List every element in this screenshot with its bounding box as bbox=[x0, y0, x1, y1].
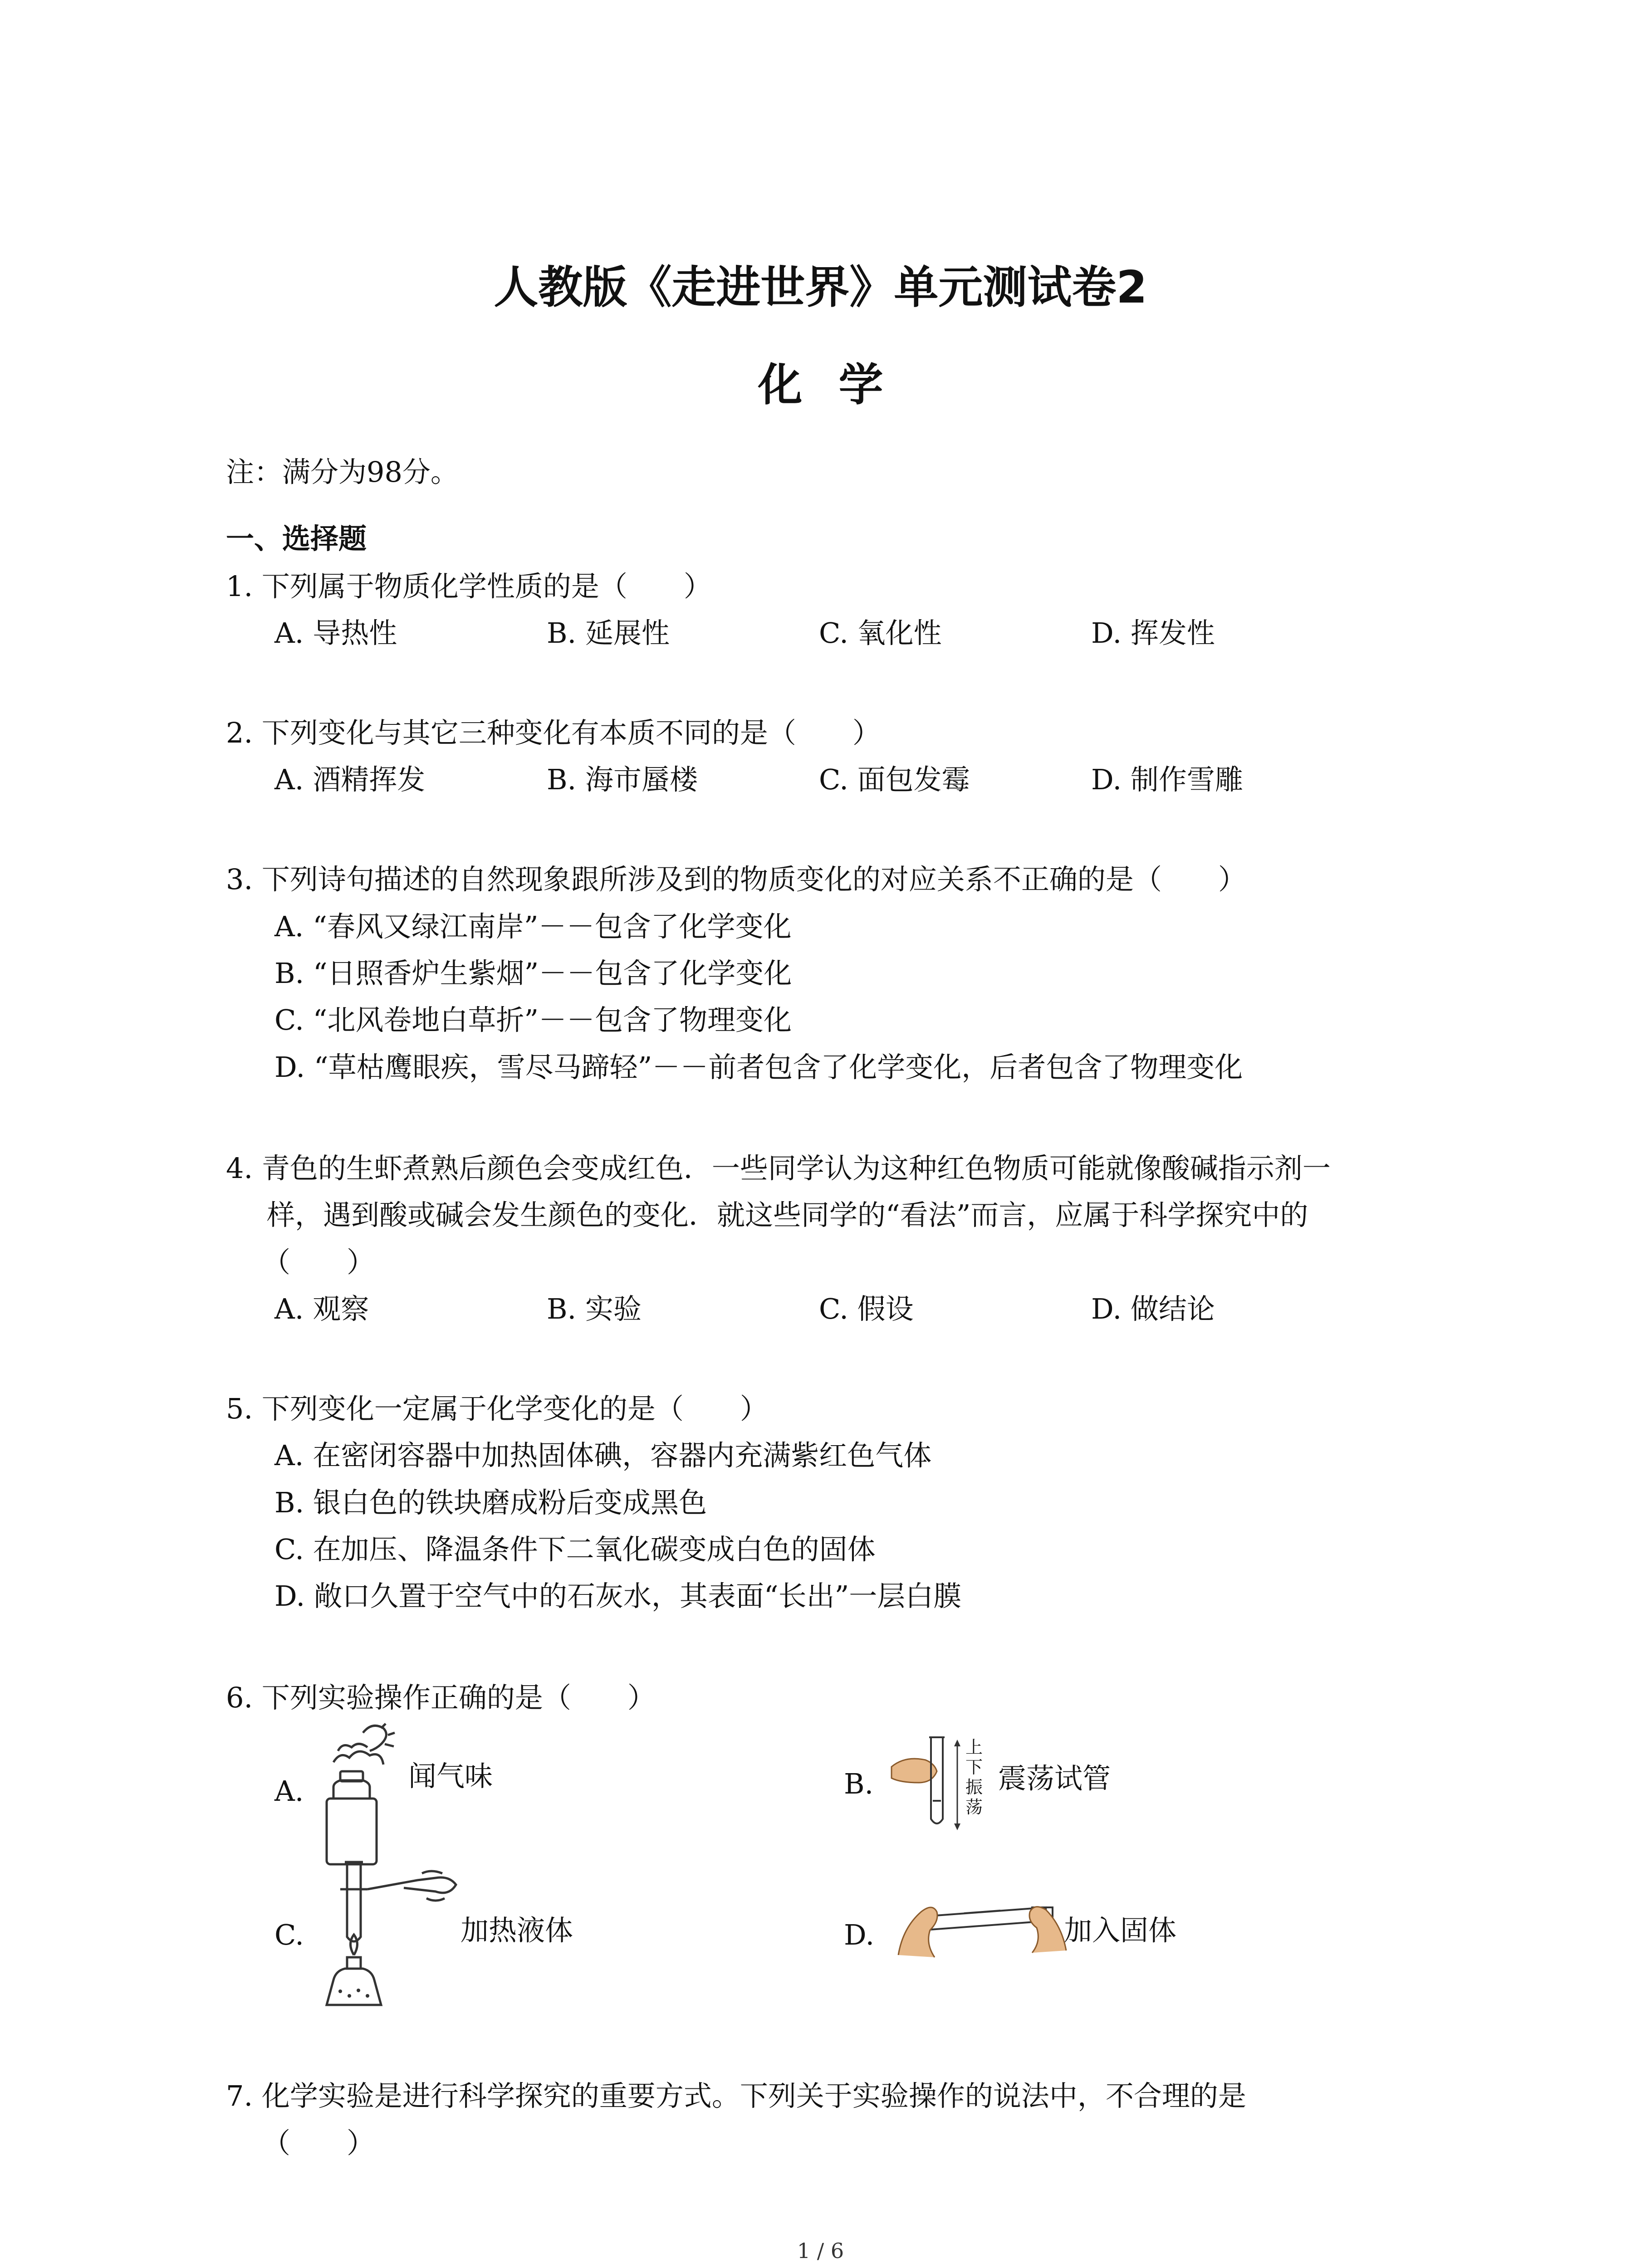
question-5-option-b: B. 银白色的铁块磨成粉后变成黑色 bbox=[274, 1486, 707, 1519]
question-2-option-c: C. 面包发霉 bbox=[819, 763, 970, 796]
question-4-option-b: B. 实验 bbox=[547, 1292, 642, 1325]
question-4-stem-line-1: 4. 青色的生虾煮熟后颜色会变成红色．一些同学认为这种红色物质可能就像酸碱指示剂一 bbox=[226, 1152, 1331, 1185]
question-6-stem: 6. 下列实验操作正确的是（ ） bbox=[226, 1681, 656, 1714]
question-3-option-c: C. “北风卷地白草折”－－包含了物理变化 bbox=[274, 1003, 792, 1036]
question-6-option-a-label: 闻气味 bbox=[408, 1760, 493, 1793]
question-1-stem: 1. 下列属于物质化学性质的是（ ） bbox=[226, 570, 712, 603]
question-5-stem: 5. 下列变化一定属于化学变化的是（ ） bbox=[226, 1392, 768, 1425]
question-1-option-c: C. 氧化性 bbox=[819, 616, 942, 650]
question-6-option-a-letter: A. bbox=[274, 1774, 304, 1808]
question-6-option-d-letter: D. bbox=[844, 1918, 875, 1951]
section-title: 一、选择题 bbox=[226, 522, 367, 555]
question-5-option-a: A. 在密闭容器中加热固体碘，容器内充满紫红色气体 bbox=[274, 1439, 932, 1472]
smelling-gas-icon bbox=[309, 1719, 413, 1869]
question-6-option-b-label: 震荡试管 bbox=[998, 1762, 1111, 1795]
page-number: 1 / 6 bbox=[797, 2239, 844, 2263]
question-6-option-d-label: 加入固体 bbox=[1064, 1914, 1177, 1947]
adding-solid-icon bbox=[896, 1882, 1068, 1973]
heating-liquid-icon bbox=[313, 1860, 467, 2009]
question-2-stem: 2. 下列变化与其它三种变化有本质不同的是（ ） bbox=[226, 716, 881, 749]
question-3-option-d: D. “草枯鹰眼疾，雪尽马蹄轻”－－前者包含了化学变化，后者包含了物理变化 bbox=[274, 1051, 1243, 1084]
shaking-test-tube-icon bbox=[889, 1733, 971, 1837]
question-7-stem-line-1: 7. 化学实验是进行科学探究的重要方式。下列关于实验操作的说法中，不合理的是 bbox=[226, 2079, 1246, 2112]
question-1-option-d: D. 挥发性 bbox=[1091, 616, 1215, 650]
question-6-option-b-letter: B. bbox=[844, 1767, 874, 1800]
question-5-option-c: C. 在加压、降温条件下二氧化碳变成白色的固体 bbox=[274, 1533, 876, 1566]
question-4-stem-line-3: （ ） bbox=[262, 1246, 375, 1279]
question-3-option-b: B. “日照香炉生紫烟”－－包含了化学变化 bbox=[274, 957, 792, 990]
question-4-option-c: C. 假设 bbox=[819, 1292, 914, 1325]
score-note: 注：满分为98分。 bbox=[226, 455, 459, 489]
question-3-stem: 3. 下列诗句描述的自然现象跟所涉及到的物质变化的对应关系不正确的是（ ） bbox=[226, 863, 1246, 896]
question-5-option-d: D. 敞口久置于空气中的石灰水，其表面“长出”一层白膜 bbox=[274, 1579, 962, 1613]
exam-title: 人教版《走进世界》单元测试卷2 bbox=[494, 262, 1147, 313]
question-1-option-a: A. 导热性 bbox=[274, 616, 397, 650]
question-2-option-a: A. 酒精挥发 bbox=[274, 763, 426, 796]
question-1-option-b: B. 延展性 bbox=[547, 616, 670, 650]
question-6-option-c-label: 加热液体 bbox=[460, 1914, 573, 1947]
question-3-option-a: A. “春风又绿江南岸”－－包含了化学变化 bbox=[274, 910, 792, 943]
question-2-option-d: D. 制作雪雕 bbox=[1091, 763, 1243, 796]
question-4-option-d: D. 做结论 bbox=[1091, 1292, 1215, 1325]
question-4-stem-line-2: 样，遇到酸或碱会发生颜色的变化．就这些同学的“看法”而言，应属于科学探究中的 bbox=[267, 1198, 1308, 1232]
question-7-stem-line-2: （ ） bbox=[262, 2126, 375, 2160]
question-2-option-b: B. 海市蜃楼 bbox=[547, 763, 698, 796]
question-6-option-c-letter: C. bbox=[274, 1918, 304, 1951]
subject-title: 化学 bbox=[758, 359, 920, 411]
shaking-annotation: 上 下 振 荡 bbox=[965, 1737, 983, 1817]
question-4-option-a: A. 观察 bbox=[274, 1292, 369, 1325]
